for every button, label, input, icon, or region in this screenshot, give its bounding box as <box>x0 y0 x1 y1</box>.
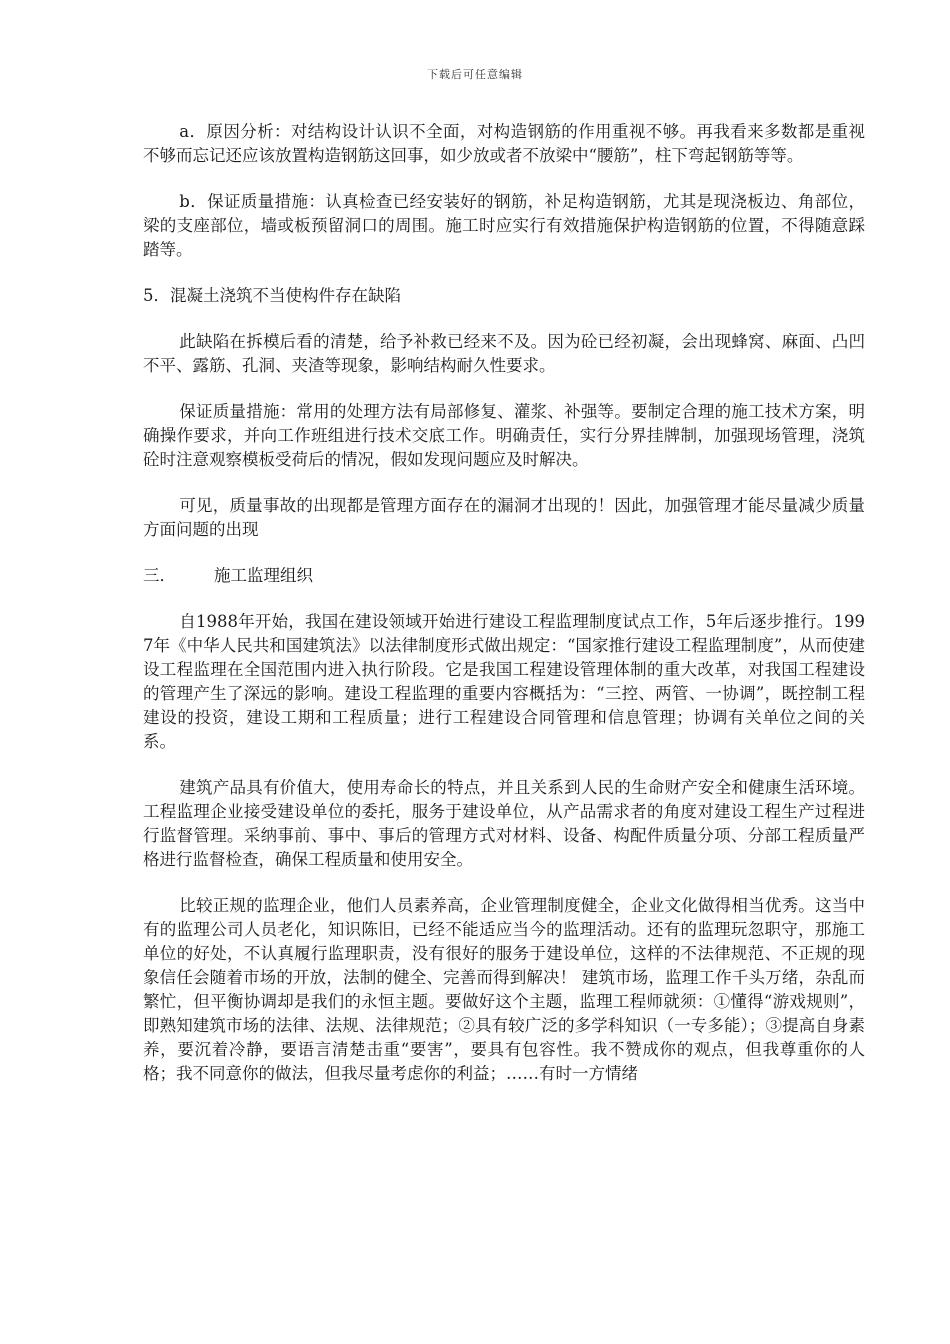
paragraph-supervision-history: 自1988年开始，我国在建设领域开始进行建设工程监理制度试点工作，5年后逐步推行。1997年《中华人民共和国建筑法》以法律制度形式做出规定：“国家推行建设工程监理制度”，从而使建设工程监理在全国范围内进入执行阶段。它是我国工程建设管理体制的重大改革，对我国工程建设的管理产生了深远的影响。建设工程监理的重要内容概括为：“三控、两管、一协调”，既控制工程建设的投资，建设工期和工程质量；进行工程建设合同管理和信息管理；协调有关单位之间的关系。 <box>143 612 865 751</box>
paragraph-quality-measures-b: b．保证质量措施：认真检查已经安装好的钢筋，补足构造钢筋，尤其是现浇板边、角部位，梁的支座部位，墙或板预留洞口的周围。施工时应实行有效措施保护构造钢筋的位置，不得随意踩踏等。 <box>143 192 865 259</box>
section-heading-supervision <box>143 564 865 588</box>
paragraph-cause-analysis: a．原因分析：对结构设计认识不全面，对构造钢筋的作用重视不够。再我看来多数都是重视不够而忘记还应该放置构造钢筋这回事，如少放或者不放梁中“腰筋”，柱下弯起钢筋等等。 <box>143 122 865 165</box>
document-body <box>143 120 865 1108</box>
paragraph-quality-measures-concrete: 保证质量措施：常用的处理方法有局部修复、灌浆、补强等。要制定合理的施工技术方案，明确操作要求，并向工作班组进行技术交底工作。明确责任，实行分界挂牌制，加强现场管理，浇筑砼时注意观察模板受荷后的情况，假如发现问题应及时解决。 <box>143 402 865 469</box>
paragraph-supervision-enterprises: 比较正规的监理企业，他们人员素养高，企业管理制度健全，企业文化做得相当优秀。这当中有的监理公司人员老化，知识陈旧，已经不能适应当今的监理活动。还有的监理玩忽职守，那施工单位的好处，不认真履行监理职责，没有很好的服务于建设单位，这样的不法律规范、不正规的现象信任会随着市场的开放，法制的健全、完善而得到解决！ 建筑市场，监理工作千头万绪，杂乱而繁忙，但平衡协调却是我们的永恒主题。要做好这个主题，监理工程师就须：①懂得“游戏规则”，即熟知建筑市场的法律、法规、法律规范；②具有较广泛的多学科知识（一专多能）；③提高自身素养，要沉着冷静，要语言清楚击重“要害”，要具有包容性。我不赞成你的观点，但我尊重你的人格；我不同意你的做法，但我尽量考虑你的利益；……有时一方情绪 <box>143 896 865 1083</box>
page-header: 下载后可任意编辑 <box>427 68 523 81</box>
section-number: 三． <box>143 566 176 585</box>
paragraph-building-products: 建筑产品具有价值大，使用寿命长的特点，并且关系到人民的生命财产安全和健康生活环境。工程监理企业接受建设单位的委托，服务于建设单位，从产品需求者的角度对建设工程生产过程进行监督管理。采纳事前、事中、事后的管理方式对材料、设备、构配件质量分项、分部工程质量严格进行监督检查，确保工程质量和使用安全。 <box>143 778 865 869</box>
section-title: 施工监理组织 <box>213 566 313 585</box>
section-heading-concrete-defects: 5．混凝土浇筑不当使构件存在缺陷 <box>143 286 401 305</box>
paragraph-conclusion: 可见，质量事故的出现都是管理方面存在的漏洞才出现的！因此，加强管理才能尽量减少质量方面问题的出现 <box>143 496 865 539</box>
paragraph-defect-description: 此缺陷在拆模后看的清楚，给予补救已经来不及。因为砼已经初凝，会出现蜂窝、麻面、凸凹不平、露筋、孔洞、夹渣等现象，影响结构耐久性要求。 <box>143 332 865 375</box>
